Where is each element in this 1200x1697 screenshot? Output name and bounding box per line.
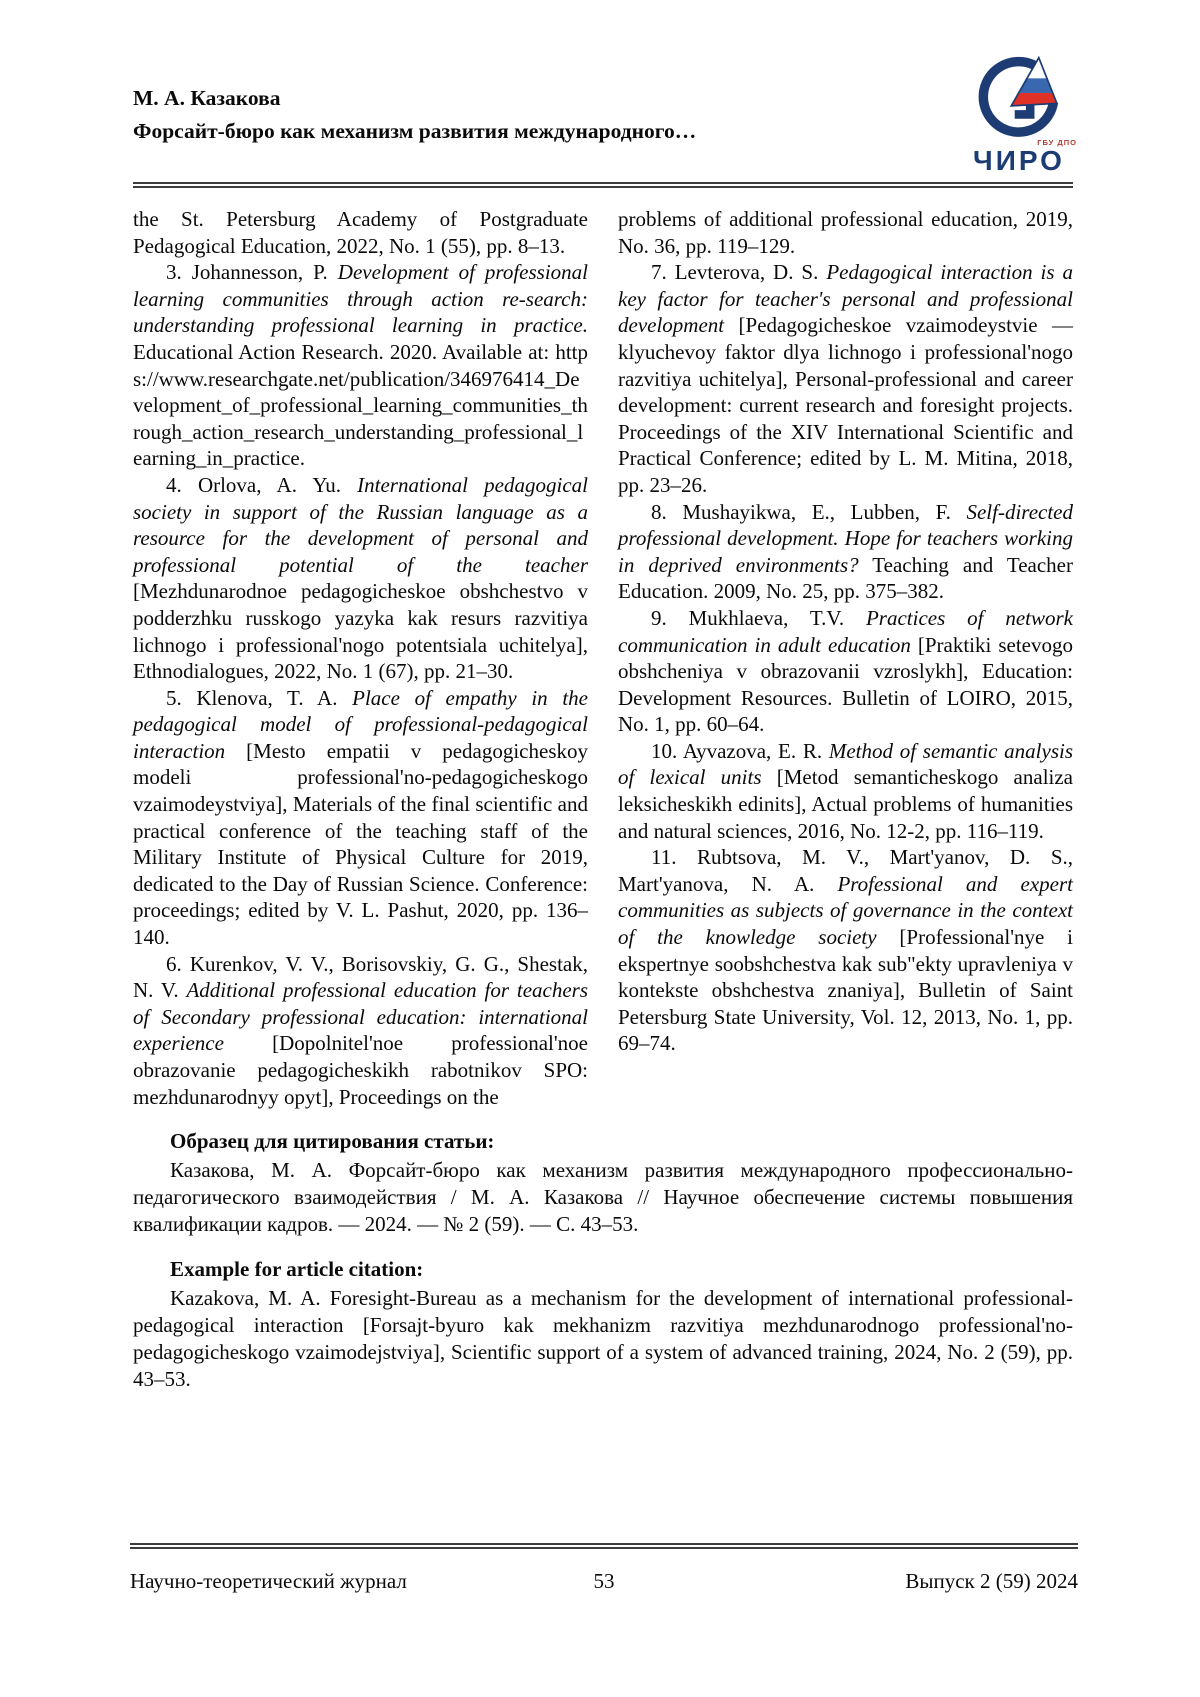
reference-paragraph: 7. Levterova, D. S. Pedagogical interaction is a key factor for teacher's personal and professional development [Pedagogicheskoe vzaimodeystvie — klyuchevoy faktor dlya lichnogo i professional'nogo razvitiya uchitelya], Personal-professional and career development: current research and foresight projects. Proceedings of the XIV International Scientific and Practical Conference; edited by L. M. Mitina, 2018, pp. 23–26. — [618, 260, 1073, 497]
citation-text-ru: Казакова, М. А. Форсайт-бюро как механизм развития международного профессионально-педагогического взаимодействия / М. А. Казакова // Научное обеспечение системы повышения квалификации кадров. — 2024. — № 2 (59). — С. 43–53. — [133, 1158, 1073, 1237]
reference-paragraph: the St. Petersburg Academy of Postgraduate Pedagogical Education, 2022, No. 1 (55), pp. 8–13. — [133, 207, 588, 258]
header-rule — [133, 182, 1073, 188]
running-title: Форсайт-бюро как механизм развития международного… — [133, 119, 697, 143]
journal-logo — [955, 56, 1083, 175]
citation-text-en: Kazakova, M. A. Foresight-Bureau as a mechanism for the development of international professional-pedagogical interaction [Forsajt-byuro kak mekhanizm razvitiya mezhdunarodnogo professional'no-pedagogicheskogo vzaimodejstviya], Scientific support of a system of advanced training, 2024, No. 2 (59), pp. 43–53. — [133, 1286, 1073, 1392]
running-author: М. А. Казакова — [133, 86, 281, 110]
journal-type-label: Научно-теоретический журнал — [130, 1569, 407, 1593]
citation-heading-ru: Образец для цитирования статьи: — [170, 1129, 495, 1154]
references-column-left — [133, 206, 588, 1110]
reference-paragraph: 6. Kurenkov, V. V., Borisovskiy, G. G., Shestak, N. V. Additional professional education for teachers of Secondary professional education: international experience [Dopolnitel'noe professional'noe obrazovanie pedagogicheskikh rabotnikov SPO: mezhdunarodnyy opyt], Proceedings on the — [133, 951, 588, 1109]
page-number: 53 — [593, 1569, 615, 1593]
reference-paragraph: 11. Rubtsova, M. V., Mart'yanov, D. S., Mart'yanova, N. A. Professional and expert communities as subjects of governance in the context of the knowledge society [Professional'nye i ekspertnye soobshchestva kak sub"ekty upravleniya v kontekste obshchestva znaniya], Bulletin of Saint Petersburg State University, Vol. 12, 2013, No. 1, pp. 69–74. — [618, 845, 1073, 1056]
references-column-right — [618, 206, 1073, 1110]
reference-paragraph: 10. Ayvazova, E. R. Method of semantic analysis of lexical units [Metod semanticheskogo analiza leksicheskikh edinits], Actual problems of humanities and natural sciences, 2016, No. 12-2, pp. 116–119. — [618, 738, 1073, 843]
reference-paragraph: problems of additional professional education, 2019, No. 36, pp. 119–129. — [618, 207, 1073, 258]
citation-block-ru — [133, 1128, 1073, 1238]
logo-wordmark: ЧИРО — [973, 145, 1065, 176]
running-head — [133, 56, 696, 148]
citation-block-en — [133, 1256, 1073, 1393]
reference-paragraph: 8. Mushayikwa, E., Lubben, F. Self-directed professional development. Hope for teachers working in deprived environments? Teaching and Teacher Education. 2009, No. 25, pp. 375–382. — [618, 499, 1073, 604]
page-header — [133, 56, 1077, 176]
logo-caption: ГБУ ДПО — [1037, 138, 1077, 147]
issue-label: Выпуск 2 (59) 2024 — [905, 1569, 1078, 1593]
references-section — [133, 206, 1073, 1110]
reference-paragraph: 5. Klenova, T. A. Place of empathy in the pedagogical model of professional-pedagogical interaction [Mesto empatii v pedagogicheskoy modeli professional'no-pedagogicheskogo vzaimodeystviya], Materials of the final scientific and practical conference of the teaching staff of the Military Institute of Physical Culture for 2019, dedicated to the Day of Russian Science. Conference: proceedings; edited by V. L. Pashut, 2020, pp. 136–140. — [133, 685, 588, 950]
reference-paragraph: 9. Mukhlaeva, T.V. Practices of network communication in adult education [Praktiki setevogo obshcheniya v obrazovanii vzroslykh], Education: Development Resources. Bulletin of LOIRO, 2015, No. 1, pp. 60–64. — [618, 605, 1073, 737]
reference-paragraph: 3. Johannesson, P. Development of professional learning communities through action re-search: understanding professional learning in practice. Educational Action Research. 2020. Available at: https://www.researchgate.net/publication/346976414_Development_of_professional_learning_communities_through_action_research_understanding_professional_learning_in_practice. — [133, 260, 588, 471]
reference-paragraph: 4. Orlova, A. Yu. International pedagogical society in support of the Russian language as a resource for the development of personal and professional potential of the teacher [Mezhdunarodnoe pedagogicheskoe obshchestvo v podderzhku russkogo yazyka kak resurs razvitiya lichnogo i professional'nogo potentsiala uchitelya], Ethnodialogues, 2022, No. 1 (67), pp. 21–30. — [133, 472, 588, 684]
footer-rule — [130, 1543, 1078, 1549]
page-footer — [130, 1536, 1078, 1594]
citation-heading-en: Example for article citation: — [170, 1257, 424, 1282]
chiro-emblem-icon — [976, 56, 1062, 142]
